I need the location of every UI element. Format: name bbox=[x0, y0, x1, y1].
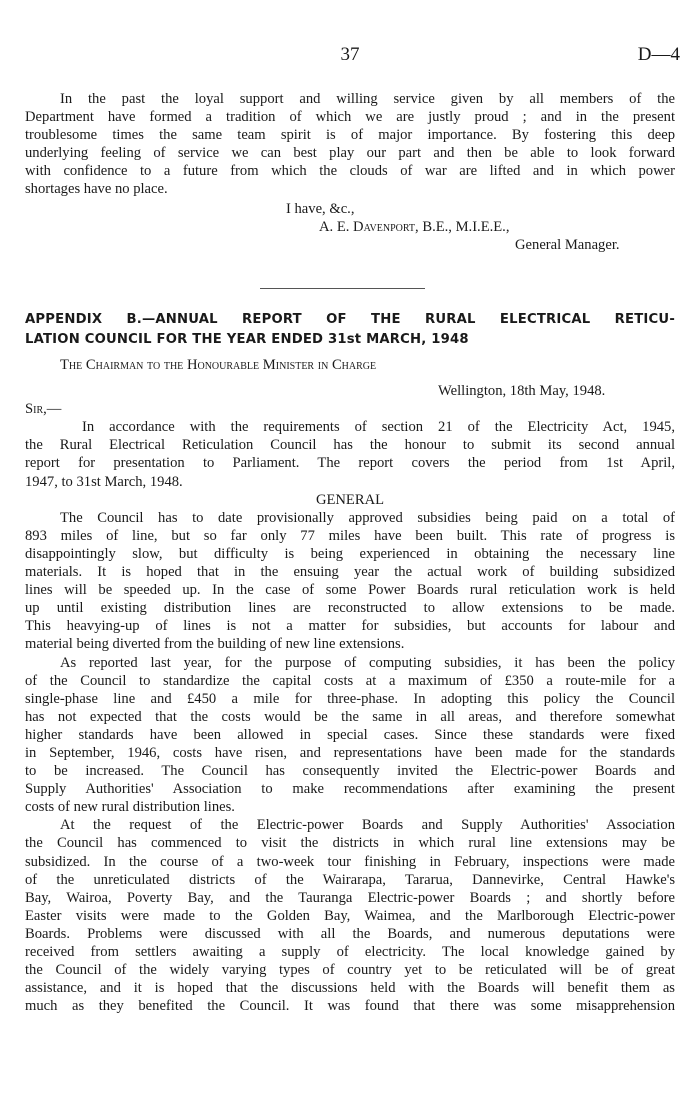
date-line: Wellington, 18th May, 1948. bbox=[438, 383, 606, 400]
text-line: Supply Authorities' Association to make recommendations after examining the present bbox=[25, 781, 675, 798]
text-line: to be increased. The Council has consequently invited the Electric-power Boards and bbox=[25, 763, 675, 780]
text-line: received from settlers awaiting a supply of electricity. The local knowledge gained by bbox=[25, 944, 675, 960]
text-line: In the past the loyal support and willing service given by all members of the bbox=[60, 91, 675, 107]
text-line: lines will be speeded up. In the case of some Power Boards rural reticulation work is held bbox=[25, 582, 675, 599]
intro-paragraph bbox=[25, 90, 675, 199]
text-line: costs of new rural distribution lines. bbox=[25, 799, 235, 816]
salutation: Sir,— bbox=[25, 401, 62, 418]
text-line: materials. It is hoped that in the ensuing year the actual work of building subsidized bbox=[25, 564, 675, 581]
text-line: material being diverted from the building of new line extensions. bbox=[25, 636, 405, 653]
text-line: In accordance with the requirements of section 21 of the Electricity Act, 1945, bbox=[82, 419, 675, 436]
text-line: At the request of the Electric-power Boards and Supply Authorities' Association bbox=[60, 817, 675, 834]
paragraph-subsidies bbox=[25, 509, 675, 654]
page-header bbox=[20, 44, 680, 68]
paragraph-district-visits bbox=[25, 816, 675, 1015]
text-line: 893 miles of line, but so far only 77 miles have been built. This rate of progress is bbox=[25, 527, 675, 544]
text-line: As reported last year, for the purpose of computing subsidies, it has been the policy bbox=[60, 654, 675, 671]
signature-name: A. E. Davenport, B.E., M.I.E.E., bbox=[319, 219, 510, 236]
section-heading: GENERAL bbox=[315, 491, 385, 508]
section-divider bbox=[260, 288, 425, 289]
text-line: up until existing distribution lines are reconstructed to allow extensions to be made. bbox=[25, 600, 675, 617]
text-line: higher standards have been allowed in special cases. Since these standards were fixed bbox=[25, 726, 675, 743]
text-line: assistance, and it is hoped that the discussions held with the Boards will benefit them as bbox=[25, 980, 675, 997]
text-line: of the unreticulated districts of the Wairarapa, Tararua, Dannevirke, Central Hawke's bbox=[25, 871, 675, 888]
appendix-heading-line: APPENDIX B.—ANNUAL REPORT OF THE RURAL ELECTRICAL RETICU- bbox=[25, 312, 675, 327]
text-line: report for presentation to Parliament. The report covers the period from 1st April, bbox=[25, 455, 675, 472]
text-line: with confidence to a future from which the clouds of war are lifted and in which power bbox=[25, 163, 675, 180]
appendix-letter bbox=[25, 356, 675, 1015]
signature-title: General Manager. bbox=[515, 237, 620, 254]
page-number: 37 bbox=[340, 44, 360, 65]
text-line: single-phase line and £450 a mile for three-phase. In adopting this policy the Council bbox=[25, 690, 675, 707]
text-line: of the Council to standardize the capital costs at a maximum of £350 a route-mile for a bbox=[25, 672, 675, 689]
appendix-heading bbox=[25, 310, 675, 350]
text-line: The Council has to date provisionally approved subsidies being paid on a total of bbox=[60, 509, 675, 526]
text-line: has not expected that the costs would be the same in all areas, and therefore somewhat bbox=[25, 708, 675, 725]
text-line: much as they benefited the Council. It was found that there was some misapprehension bbox=[25, 998, 675, 1015]
text-line: Bay, Wairoa, Poverty Bay, and the Tauranga Electric-power Boards ; and shortly before bbox=[25, 889, 675, 906]
document-code: D—4 bbox=[637, 44, 680, 65]
text-line: the Rural Electrical Reticulation Council has the honour to submit its second annual bbox=[25, 437, 675, 454]
text-line: troublesome times the same team spirit is of major importance. By fostering this deep bbox=[25, 127, 675, 144]
signature-block bbox=[25, 200, 675, 254]
text-line: Boards. Problems were discussed with all the Boards, and numerous deputations were bbox=[25, 925, 675, 942]
text-line: in September, 1946, costs have risen, and representations have been made for the standards bbox=[25, 744, 675, 761]
text-line: underlying feeling of service we can best play our part and then be able to look forward bbox=[25, 145, 675, 162]
text-line: Department have formed a tradition of which we are justly proud ; and in the present bbox=[25, 109, 675, 126]
appendix-heading-line: LATION COUNCIL FOR THE YEAR ENDED 31st MARCH, 1948 bbox=[25, 332, 469, 347]
paragraph-capital-costs bbox=[25, 654, 675, 817]
text-line: shortages have no place. bbox=[25, 181, 168, 198]
text-line: 1947, to 31st March, 1948. bbox=[25, 473, 183, 490]
text-line: disappointingly slow, but difficulty is being experienced in obtaining the necessary line bbox=[25, 545, 675, 562]
text-line: the Council of the widely varying types of country yet to be reticulated will be of great bbox=[25, 962, 675, 979]
address-line: The Chairman to the Honourable Minister in Charge bbox=[60, 357, 377, 373]
signature-closing: I have, &c., bbox=[286, 201, 355, 217]
text-line: This heavying-up of lines is not a matter for subsidies, but accounts for labour and bbox=[25, 618, 675, 635]
text-line: subsidized. In the course of a two-week tour finishing in February, inspections were made bbox=[25, 853, 675, 870]
text-line: the Council has commenced to visit the districts in which rural line extensions may be bbox=[25, 835, 675, 852]
opening-paragraph bbox=[25, 418, 675, 490]
text-line: Easter visits were made to the Golden Bay, Waimea, and the Marlborough Electric-power bbox=[25, 907, 675, 924]
